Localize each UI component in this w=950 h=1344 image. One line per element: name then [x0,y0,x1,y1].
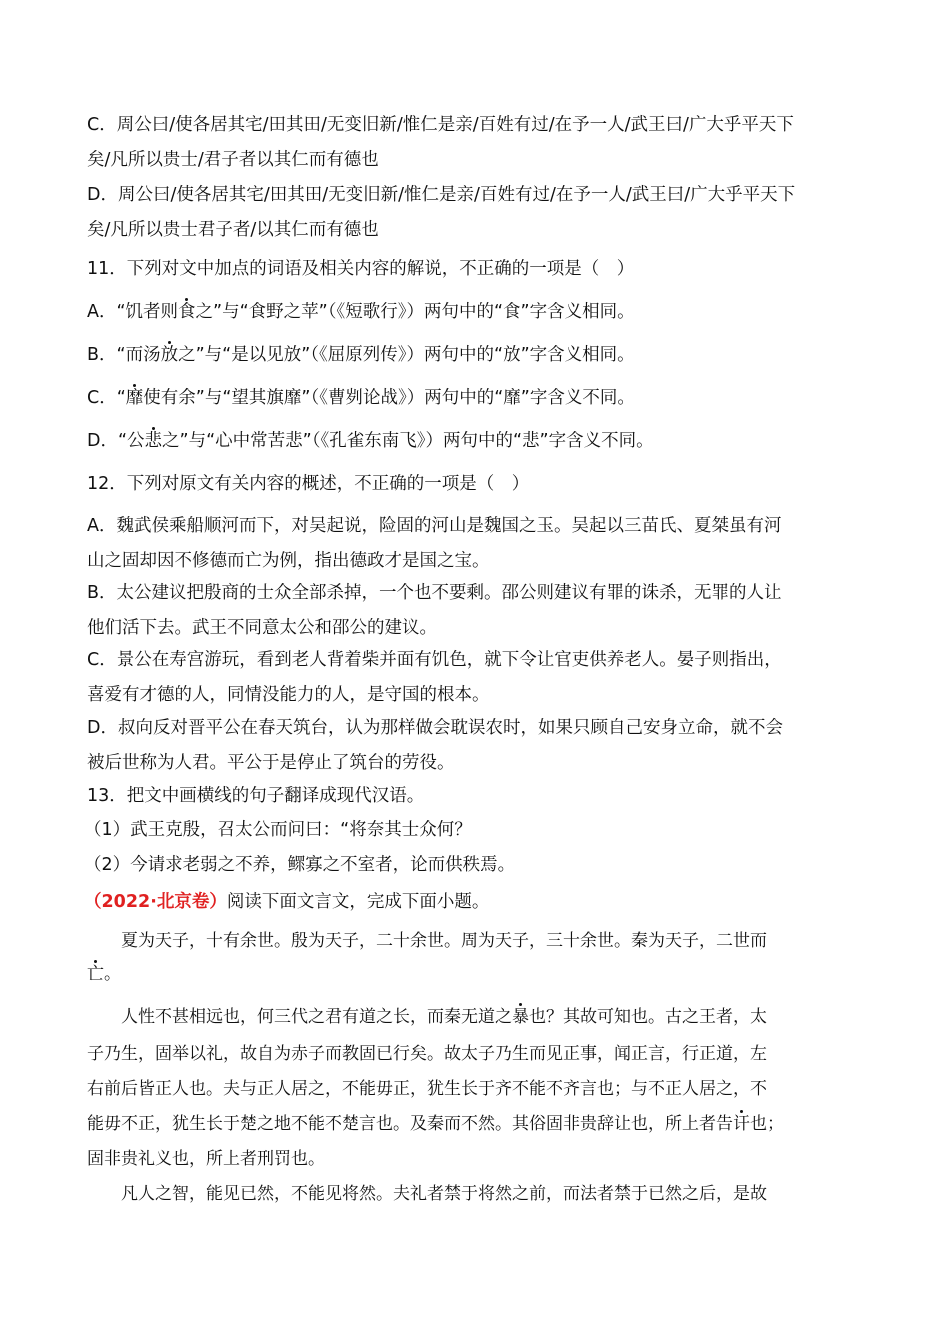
source-heading: （2022·北京卷）阅读下面文言文，完成下面小题。 [84,892,490,912]
emphasis-dot-char: 靡 [125,388,144,408]
q13-stem: 13．把文中画横线的句子翻译成现代汉语。 [87,786,425,806]
emphasis-dot-char: 亡 [87,964,104,984]
q10-option-c-line1: C．周公曰/使各居其宅/田其田/无变旧新/惟仁是亲/百姓有过/在予一人/武王曰/广大乎平天下 [87,115,794,135]
q10-option-d-line2: 矣/凡所以贵士君子者/以其仁而有德也 [87,220,379,240]
q11-option-d: D．“公悲之”与“心中常苦悲”（《孔雀东南飞》）两句中的“悲”字含义不同。 [87,431,654,451]
emphasis-dot-char: 悲 [144,431,163,451]
emphasis-dot-char: 暴 [512,1007,529,1027]
passage-p2-line1: 人性不甚相远也，何三代之君有道之长，而秦无道之暴也？其故可知也。古之王者，太 [121,1007,767,1027]
q12-option-a-line1: A．魏武侯乘船顺河而下，对吴起说，险固的河山是魏国之玉。吴起以三苗氏、夏桀虽有河 [87,516,782,536]
q12-option-b-line1: B．太公建议把殷商的士众全部杀掉，一个也不要剩。邵公则建议有罪的诛杀，无罪的人让 [87,583,782,603]
source-tag: （2022·北京卷） [84,892,227,912]
passage-p1-line1: 夏为天子，十有余世。殷为天子，二十余世。周为天子，三十余世。秦为天子，二世而 [121,931,767,951]
q11-option-b: B．“而汤放之”与“是以见放”（《屈原列传》）两句中的“放”字含义相同。 [87,345,635,365]
q11-stem: 11．下列对文中加点的词语及相关内容的解说，不正确的一项是（ ） [87,259,635,279]
q12-option-a-line2: 山之固却因不修德而亡为例，指出德政才是国之宝。 [87,551,490,571]
passage-p2-line2: 子乃生，固举以礼，故自为赤子而教固已行矣。故太子乃生而见正事，闻正言，行正道，左 [87,1044,767,1064]
q12-option-b-line2: 他们活下去。武王不同意太公和邵公的建议。 [87,618,437,638]
q12-stem: 12．下列对原文有关内容的概述，不正确的一项是（ ） [87,474,530,494]
passage-p2-line5: 固非贵礼义也，所上者刑罚也。 [87,1149,325,1169]
q12-option-d-line1: D．叔向反对晋平公在春天筑台，认为那样做会耽误农时，如果只顾自己安身立命，就不会 [87,718,783,738]
q10-option-d-line1: D．周公曰/使各居其宅/田其田/无变旧新/惟仁是亲/百姓有过/在予一人/武王曰/广大乎平天下 [87,185,796,205]
q13-item-2: （2）今请求老弱之不养，鳏寡之不室者，论而供秩焉。 [84,855,516,875]
emphasis-dot-char: 食 [178,302,196,322]
passage-p2-line4: 能毋不正，犹生长于楚之地不能不楚言也。及秦而不然。其俗固非贵辞让也，所上者告讦也； [87,1114,784,1134]
q13-item-1: （1）武王克殷，召太公而问曰：“将奈其士众何？ [84,820,472,840]
q11-option-a: A．“饥者则食之”与“食野之苹”（《短歌行》）两句中的“食”字含义相同。 [87,302,635,322]
q12-option-c-line1: C．景公在寿宫游玩，看到老人背着柴并面有饥色，就下令让官吏供养老人。晏子则指出， [87,650,782,670]
passage-p1-line2: 亡。 [87,964,121,984]
passage-p3-line1: 凡人之智，能见已然，不能见将然。夫礼者禁于将然之前，而法者禁于已然之后，是故 [121,1184,767,1204]
q12-option-d-line2: 被后世称为人君。平公于是停止了筑台的劳役。 [87,753,455,773]
q12-option-c-line2: 喜爱有才德的人，同情没能力的人，是守国的根本。 [87,685,490,705]
emphasis-dot-char: 放 [160,345,179,365]
emphasis-dot-char: 讦 [733,1114,750,1134]
q10-option-c-line2: 矣/凡所以贵士/君子者以其仁而有德也 [87,150,379,170]
q11-option-c: C．“靡使有余”与“望其旗靡”（《曹刿论战》）两句中的“靡”字含义不同。 [87,388,635,408]
passage-p2-line3: 右前后皆正人也。夫与正人居之，不能毋正，犹生长于齐不能不齐言也；与不正人居之，不 [87,1079,767,1099]
